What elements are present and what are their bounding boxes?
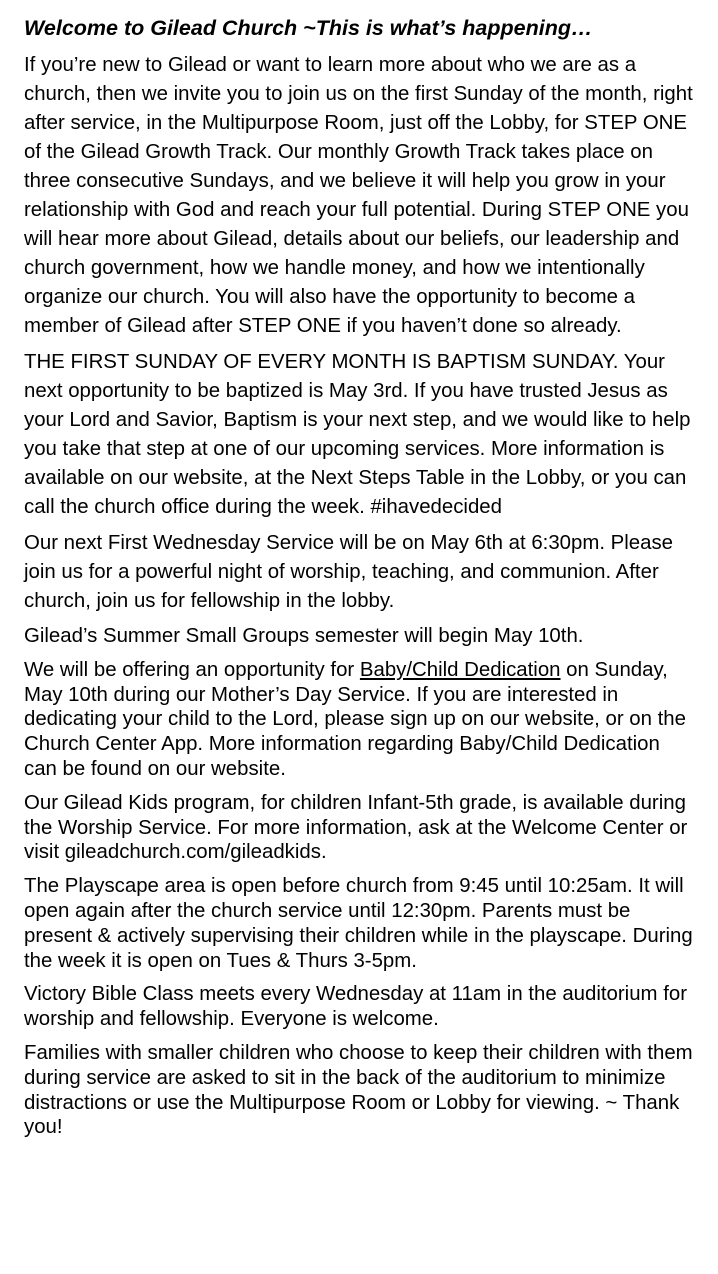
playscape-paragraph: The Playscape area is open before church from 9:45 until 10:25am. It will open again after the church service until 12:30pm. Parents must be present & actively supervising their children while in the playscape. During the week it is open on Tues & Thurs 3-5pm.	[24, 875, 693, 972]
small-groups-paragraph: Gilead’s Summer Small Groups semester will begin May 10th.	[24, 625, 584, 647]
dedication-paragraph	[24, 658, 698, 782]
growth-track-paragraph: If you’re new to Gilead or want to learn more about who we are as a church, then we invite you to join us on the first Sunday of the month, right after service, in the Multipurpose Room, just off the Lobby, for STEP ONE of the Gilead Growth Track. Our monthly Growth Track takes place on three consecutive Sundays, and we believe it will help you grow in your relationship with God and reach your full potential. During STEP ONE you will hear more about Gilead, details about our beliefs, our leadership and church government, how we handle money, and how we intentionally organize our church. You will also have the opportunity to become a member of Gilead after STEP ONE if you haven’t done so already.	[24, 54, 693, 337]
victory-bible-paragraph: Victory Bible Class meets every Wednesday at 11am in the auditorium for worship and fellowship. Everyone is welcome.	[24, 983, 688, 1031]
baptism-paragraph: THE FIRST SUNDAY OF EVERY MONTH IS BAPTISM SUNDAY. Your next opportunity to be baptized is May 3rd. If you have trusted Jesus as your Lord and Savior, Baptism is your next step, and we would like to help you take that step at one of our upcoming services. More information is available on our website, at the Next Steps Table in the Lobby, or you can call the church office during the week. #ihavedecided	[24, 351, 691, 518]
dedication-text-before: We will be offering an opportunity for	[24, 658, 360, 681]
dedication-text-after: on Sunday, May 10th during our Mother’s Day Service. If you are interested in dedicating your child to the Lord, please sign up on our website, or on the Church Center App. More information regarding Baby/Child Dedication can be found on our website.	[24, 658, 686, 780]
page-title: Welcome to Gilead Church ~This is what’s happening…	[24, 16, 593, 40]
first-wednesday-paragraph: Our next First Wednesday Service will be on May 6th at 6:30pm. Please join us for a powerful night of worship, teaching, and communion. After church, join us for fellowship in the lobby.	[24, 532, 674, 612]
gilead-kids-paragraph: Our Gilead Kids program, for children Infant-5th grade, is available during the Worship Service. For more information, ask at the Welcome Center or visit gileadchurch.com/gileadkids.	[24, 791, 688, 864]
families-paragraph: Families with smaller children who choose to keep their children with them during service are asked to sit in the back of the auditorium to minimize distractions or use the Multipurpose Room or Lobby for viewing. ~ Thank you!	[24, 1041, 693, 1139]
baby-child-dedication-link[interactable]: Baby/Child Dedication	[359, 658, 561, 681]
